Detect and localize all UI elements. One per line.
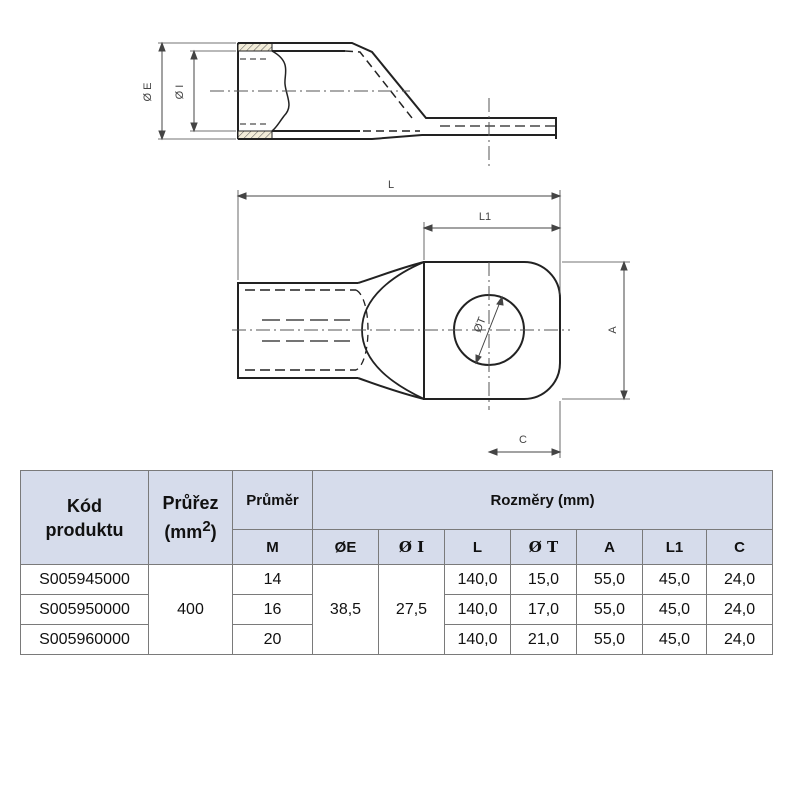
cell-a: 55,0: [577, 625, 643, 655]
dimension-dia-e: [158, 43, 236, 139]
cell-c: 24,0: [707, 625, 773, 655]
cell-l: 140,0: [445, 565, 511, 595]
cell-l1: 45,0: [643, 565, 707, 595]
cell-a: 55,0: [577, 565, 643, 595]
dimension-length1: [424, 222, 560, 260]
label-length: L: [387, 179, 395, 191]
cell-dia-t: 15,0: [511, 565, 577, 595]
cell-cross-section: 400: [149, 565, 233, 655]
cell-a: 55,0: [577, 595, 643, 625]
dimension-width: [562, 262, 630, 399]
label-dia-i: Ø I: [174, 84, 186, 100]
cell-code: S005950000: [21, 595, 149, 625]
cell-l1: 45,0: [643, 595, 707, 625]
dimension-length: [238, 190, 560, 295]
dimension-offset: [489, 401, 560, 458]
cell-m: 20: [233, 625, 313, 655]
label-length1: L1: [478, 211, 492, 223]
header-product-code: Kód produktu: [21, 471, 149, 565]
specification-table: [20, 470, 773, 655]
cell-l: 140,0: [445, 625, 511, 655]
header-dimensions: Rozměry (mm): [313, 471, 773, 530]
cell-c: 24,0: [707, 595, 773, 625]
header-l1: L1: [643, 530, 707, 565]
header-diameter: Průměr: [233, 471, 313, 530]
cell-dia-t: 21,0: [511, 625, 577, 655]
cell-c: 24,0: [707, 565, 773, 595]
cell-m: 16: [233, 595, 313, 625]
header-dia-e: ØE: [313, 530, 379, 565]
header-c: C: [707, 530, 773, 565]
table-row: [21, 565, 773, 595]
header-dia-t: Ø T: [511, 530, 577, 565]
header-a: A: [577, 530, 643, 565]
cell-m: 14: [233, 565, 313, 595]
cell-l1: 45,0: [643, 625, 707, 655]
label-dia-e: Ø E: [142, 82, 154, 102]
header-cross-section: Průřez $(mm^2)$: [149, 471, 233, 565]
cell-code: S005945000: [21, 565, 149, 595]
header-l: L: [445, 530, 511, 565]
label-width: A: [607, 326, 619, 334]
label-dia-t: ØT: [471, 315, 489, 335]
cell-dia-t: 17,0: [511, 595, 577, 625]
label-offset: C: [519, 434, 527, 446]
cell-l: 140,0: [445, 595, 511, 625]
cell-dia-e: 38,5: [313, 565, 379, 655]
header-m: M: [233, 530, 313, 565]
cell-code: S005960000: [21, 625, 149, 655]
header-dia-i: Ø I: [379, 530, 445, 565]
cell-dia-i: 27,5: [379, 565, 445, 655]
